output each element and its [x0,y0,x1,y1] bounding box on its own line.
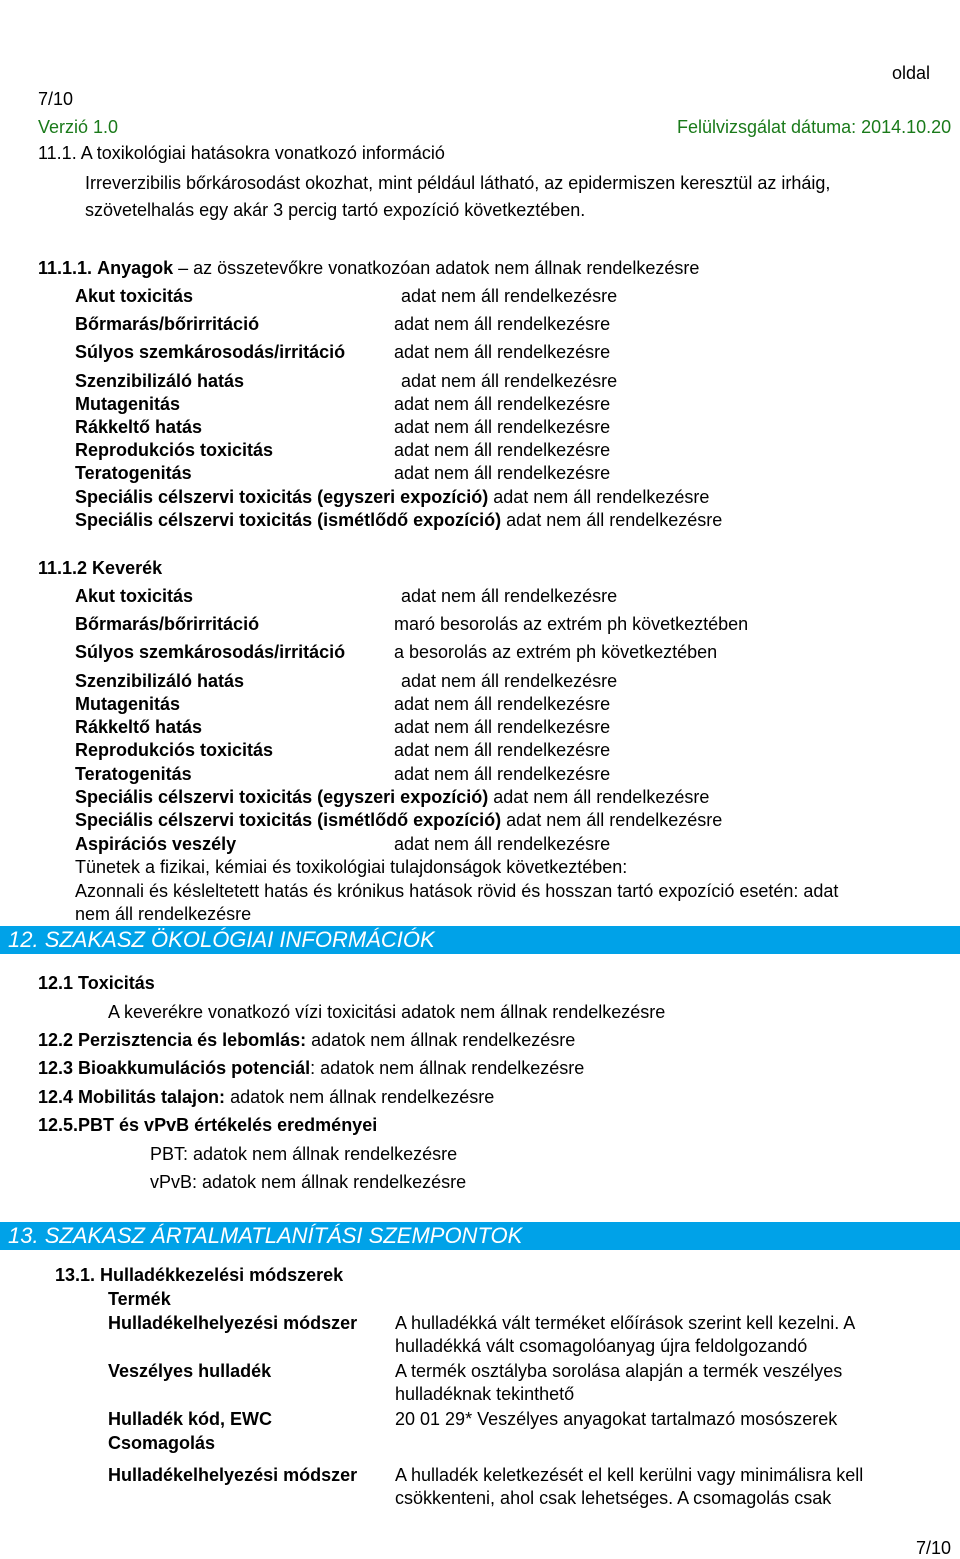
aspiration-value: adat nem áll rendelkezésre [394,834,611,854]
section-12-bar [0,926,960,954]
row-value: adat nem áll rendelkezésre [401,371,618,391]
row-label: Reprodukciós toxicitás [75,740,274,760]
row-label: Teratogenitás [75,764,192,784]
s13-hazard-line-1: A termék osztályba sorolása alapján a termék veszélyes [395,1361,843,1381]
sub1-rest: – az összetevőkre vonatkozóan adatok nem állnak rendelkezésre [178,258,700,278]
sub1-number: 11.1.1. [38,258,93,278]
s13-ewc-label: Hulladék kód, EWC [108,1409,273,1429]
stot-repeat-label: Speciális célszervi toxicitás (ismétlődő expozíció) [75,810,502,830]
section-13-bar [0,1222,960,1250]
row-value: adat nem áll rendelkezésre [394,463,611,483]
row-value: adat nem áll rendelkezésre [394,394,611,414]
row-label: Mutagenitás [75,394,181,414]
sub2-stot-repeat [75,809,722,831]
row-label: Rákkeltő hatás [75,717,203,737]
sub2-heading: 11.1.2 Keverék [38,558,163,578]
page-number: 7/10 [38,89,74,109]
stot-single-value: adat nem áll rendelkezésre [493,487,710,507]
bioaccumulation-label: 12.3 Bioakkumulációs potenciál [38,1058,311,1078]
row-label: Reprodukciós toxicitás [75,440,274,460]
s13-hazard-line-2: hulladéknak tekinthető [395,1384,575,1404]
revision-date: Felülvizsgálat dátuma: 2014.10.20 [677,117,952,137]
row-value: adat nem áll rendelkezésre [394,417,611,437]
stot-single-value: adat nem áll rendelkezésre [493,787,710,807]
s13-packaging: Csomagolás [108,1433,216,1453]
row-value: adat nem áll rendelkezésre [401,671,618,691]
persistence-label: 12.2 Perzisztencia és lebomlás: [38,1030,307,1050]
row-label: Bőrmarás/bőrirritáció [75,314,260,334]
row-label: Szenzibilizáló hatás [75,371,245,391]
s13-disposal-label: Hulladékelhelyezési módszer [108,1313,358,1333]
aspiration-label: Aspirációs veszély [75,834,237,854]
s13-sub-heading: 13.1. Hulladékkezelési módszerek [55,1265,344,1285]
row-value: adat nem áll rendelkezésre [394,314,611,334]
s13-hazard-label: Veszélyes hulladék [108,1361,272,1381]
stot-single-label: Speciális célszervi toxicitás (egyszeri expozíció) [75,487,489,507]
header-left: Biztonsági adatlap [38,1,186,21]
row-label: Teratogenitás [75,463,192,483]
effects-line-2: nem áll rendelkezésre [75,904,252,924]
mobility-label: 12.4 Mobilitás talajon: [38,1087,226,1107]
s12-mobility [38,1086,494,1108]
s12-pbt-value: PBT: adatok nem állnak rendelkezésre [150,1144,458,1164]
s11-heading: 11.1. A toxikológiai hatásokra vonatkozó információ [38,143,445,163]
row-value: adat nem áll rendelkezésre [394,342,611,362]
row-value: adat nem áll rendelkezésre [394,764,611,784]
persistence-value: adatok nem állnak rendelkezésre [311,1030,576,1050]
version: Verzió 1.0 [38,117,119,137]
row-value: adat nem áll rendelkezésre [394,740,611,760]
stot-single-label: Speciális célszervi toxicitás (egyszeri expozíció) [75,787,489,807]
bioaccumulation-value: : adatok nem állnak rendelkezésre [310,1058,585,1078]
s12-vpvb-value: vPvB: adatok nem állnak rendelkezésre [150,1172,467,1192]
sub1-stot-repeat [75,509,722,531]
sub2-stot-single [75,786,709,808]
s13-pack-disposal-label: Hulladékelhelyezési módszer [108,1465,358,1485]
row-value: adat nem áll rendelkezésre [394,694,611,714]
row-value: adat nem áll rendelkezésre [401,286,618,306]
stot-repeat-label: Speciális célszervi toxicitás (ismétlődő expozíció) [75,510,502,530]
row-value: adat nem áll rendelkezésre [394,717,611,737]
effects-line-1: Azonnali és késleltetett hatás és krónikus hatások rövid és hosszan tartó expozíció esetén: adat [75,881,839,901]
sub1-title: Anyagok [97,258,174,278]
s12-toxicity-value: A keverékre vonatkozó vízi toxicitási adatok nem állnak rendelkezésre [108,1002,666,1022]
row-label: Bőrmarás/bőrirritáció [75,614,260,634]
row-label: Akut toxicitás [75,286,194,306]
stot-repeat-value: adat nem áll rendelkezésre [506,510,723,530]
mobility-value: adatok nem állnak rendelkezésre [230,1087,495,1107]
section-12-title: 12. SZAKASZ ÖKOLÓGIAI INFORMÁCIÓK [8,927,435,952]
s12-pbt-label: 12.5.PBT és vPvB értékelés eredményei [38,1115,378,1135]
footer-page-number: 7/10 [916,1538,952,1558]
row-label: Rákkeltő hatás [75,417,203,437]
row-label: Súlyos szemkárosodás/irritáció [75,342,346,362]
s13-ewc-value: 20 01 29* Veszélyes anyagokat tartalmazó mosószerek [395,1409,838,1429]
s13-disposal-line-1: A hulladékká vált terméket előírások szerint kell kezelni. A [395,1313,856,1333]
s13-product: Termék [108,1289,171,1309]
row-value: adat nem áll rendelkezésre [394,440,611,460]
s12-toxicity-label: 12.1 Toxicitás [38,973,155,993]
s11-intro-2: szövetelhalás egy akár 3 percig tartó expozíció következtében. [85,200,586,220]
s12-persistence [38,1029,575,1051]
section-13-title: 13. SZAKASZ ÁRTALMATLANÍTÁSI SZEMPONTOK [8,1223,523,1248]
header-right: domol Urinstein- und Kalklöser [624,1,892,21]
s12-bioaccumulation [38,1057,584,1079]
s13-disposal-line-2: hulladékká vált csomagolóanyag újra feldolgozandó [395,1336,808,1356]
row-value: adat nem áll rendelkezésre [401,586,618,606]
row-value: maró besorolás az extrém ph következtében [394,614,749,634]
row-label: Szenzibilizáló hatás [75,671,245,691]
row-label: Akut toxicitás [75,586,194,606]
s13-pack-disposal-line-2: csökkenteni, ahol csak lehetséges. A csomagolás csak [395,1488,832,1508]
s11-intro-1: Irreverzibilis bőrkárosodást okozhat, mint például látható, az epidermiszen keresztül az irháig, [85,173,831,193]
s11-sub1-heading [38,257,699,279]
stot-repeat-value: adat nem áll rendelkezésre [506,810,723,830]
sub1-stot-single [75,486,709,508]
row-label: Súlyos szemkárosodás/irritáció [75,642,346,662]
s13-pack-disposal-line-1: A hulladék keletkezését el kell kerülni vagy minimálisra kell [395,1465,864,1485]
row-value: a besorolás az extrém ph következtében [394,642,718,662]
symptoms-text: Tünetek a fizikai, kémiai és toxikológiai tulajdonságok következtében: [75,857,628,877]
page-label: oldal [892,63,931,83]
row-label: Mutagenitás [75,694,181,714]
